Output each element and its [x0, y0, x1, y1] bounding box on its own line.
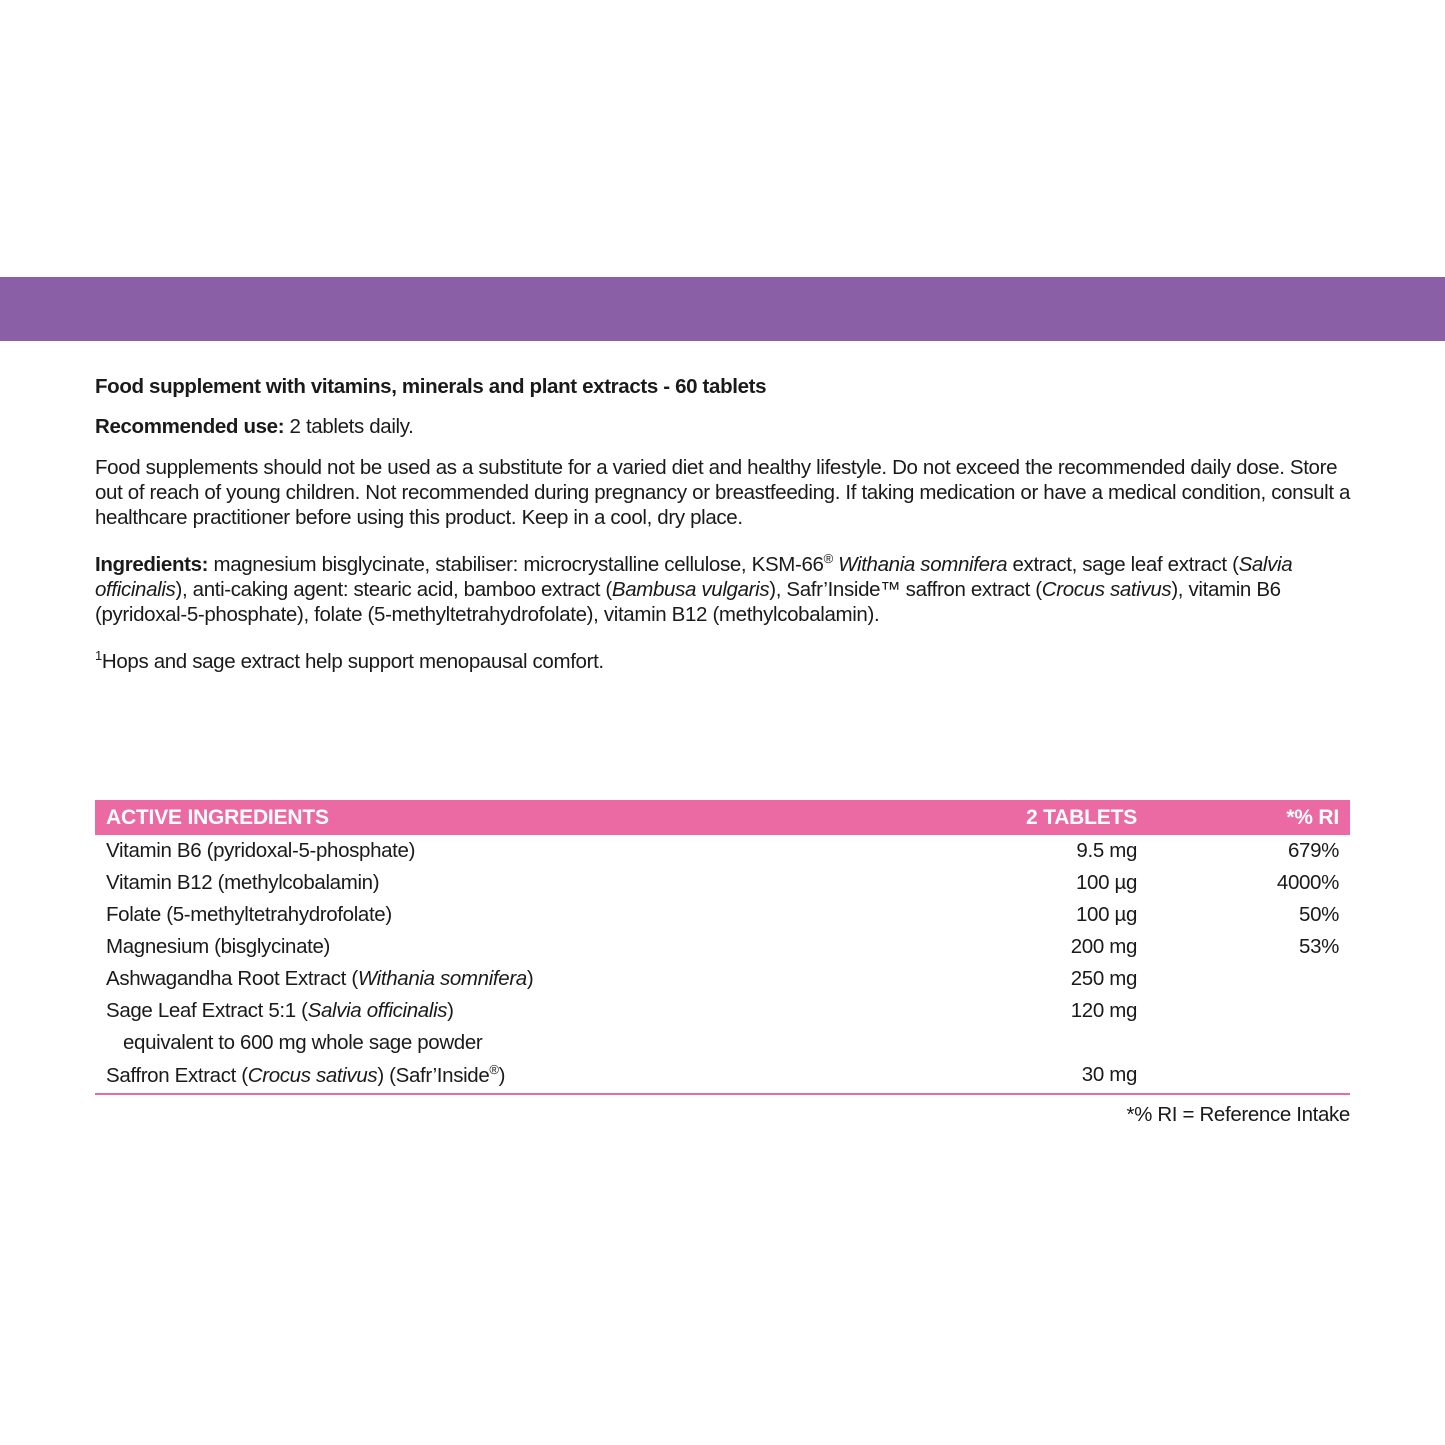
ingredient-amount: 100 µg	[1075, 871, 1137, 894]
product-info	[95, 374, 1355, 690]
warning-text: Food supplements should not be used as a substitute for a varied diet and healthy lifestyle. Do not exceed the recommended daily dose. Store out of reach of young children. Not recommended during pregnancy or breastfeeding. If taking medication or have a medical condition, consult a healthcare practitioner before using this product. Keep in a cool, dry place.	[95, 456, 1351, 529]
ingredient-amount: 100 µg	[1075, 903, 1137, 926]
ingredient-amount: 200 mg	[1070, 935, 1137, 958]
ingredient-ri: 50%	[1299, 903, 1339, 926]
ingredient-ri: 679%	[1287, 839, 1339, 862]
ingredient-name: Saffron Extract (Crocus sativus) (Safr’Inside®)	[106, 1062, 506, 1087]
header-ri: *% RI	[1286, 805, 1339, 829]
ingredient-name: Sage Leaf Extract 5:1 (Salvia officinalis)	[106, 999, 454, 1022]
ingredient-name: Vitamin B6 (pyridoxal-5-phosphate)	[106, 839, 416, 862]
recommended-use-label: Recommended use:	[95, 415, 285, 438]
recommended-use-text: 2 tablets daily.	[284, 415, 414, 438]
ingredient-name: Magnesium (bisglycinate)	[106, 935, 331, 958]
ingredient-name: Ashwagandha Root Extract (Withania somnifera)	[106, 967, 534, 990]
ingredient-amount: 30 mg	[1081, 1063, 1137, 1086]
table-row	[95, 899, 1350, 931]
claim-footnote	[95, 643, 1355, 674]
ingredient-name: Vitamin B12 (methylcobalamin)	[106, 871, 380, 894]
ingredient-name: equivalent to 600 mg whole sage powder	[123, 1031, 483, 1054]
ingredient-amount: 120 mg	[1070, 999, 1137, 1022]
ingredient-ri: 4000%	[1276, 871, 1339, 894]
active-ingredients-table	[95, 800, 1350, 1127]
footnote-text: Hops and sage extract help support menopausal comfort.	[101, 649, 604, 673]
table-row	[95, 931, 1350, 963]
header-band	[0, 277, 1445, 341]
recommended-use	[95, 414, 1355, 439]
product-headline: Food supplement with vitamins, minerals and plant extracts - 60 tablets	[95, 375, 767, 398]
ri-footnote: *% RI = Reference Intake	[1126, 1103, 1350, 1126]
header-active-ingredients: ACTIVE INGREDIENTS	[106, 805, 329, 829]
ingredient-name: Folate (5-methyltetrahydrofolate)	[106, 903, 392, 926]
table-row	[95, 995, 1350, 1027]
header-amount: 2 TABLETS	[1026, 805, 1137, 829]
footnote-mark: 1	[95, 647, 102, 663]
table-header	[95, 800, 1350, 835]
table-row	[95, 867, 1350, 899]
table-row	[95, 835, 1350, 867]
ingredient-ri: 53%	[1299, 935, 1339, 958]
table-row	[95, 963, 1350, 995]
table-bottom-rule	[95, 1093, 1350, 1095]
ingredient-amount: 9.5 mg	[1076, 839, 1137, 862]
ingredients-label: Ingredients:	[95, 552, 209, 576]
table-row	[95, 1027, 1350, 1059]
table-row	[95, 1059, 1350, 1091]
ingredient-amount: 250 mg	[1070, 967, 1137, 990]
ingredients-list: Ingredients: magnesium bisglycinate, stabiliser: microcrystalline cellulose, KSM-66® Withania somnifera extract, sage leaf extract (Salvia officinalis), anti-caking agent: stearic acid, bamboo extract (Bambusa vulgaris), Safr’Inside™ saffron extract (Crocus sativus), vitamin B6 (pyridoxal-5-phosphate), folate (5-methyltetrahydrofolate), vitamin B12 (methylcobalamin).	[95, 551, 1293, 626]
